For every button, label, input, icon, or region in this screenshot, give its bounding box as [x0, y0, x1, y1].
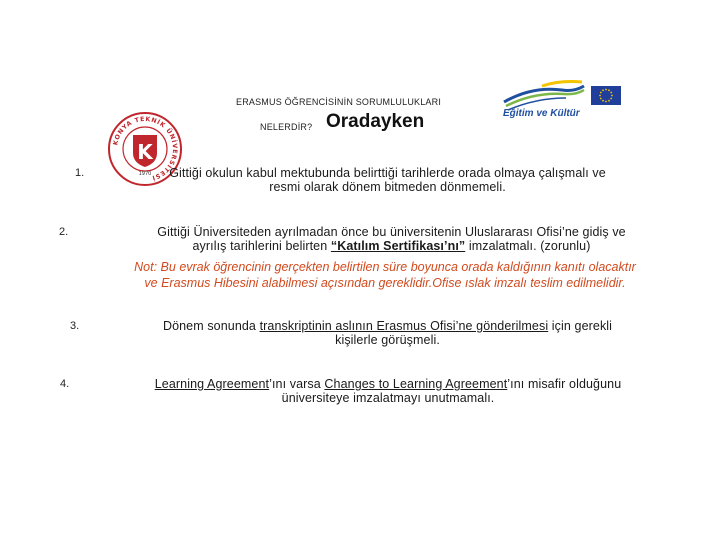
- header-emphasis: Oradayken: [326, 111, 425, 132]
- item-2-text: [85, 225, 698, 253]
- seal-monogram: K: [137, 140, 153, 164]
- item-3-number: 3.: [70, 320, 80, 332]
- changes-to-la-term: Changes to Learning Agreement: [324, 377, 508, 391]
- item-2-line-2-pre: ayrılış tarihlerini belirten: [192, 239, 331, 253]
- seal-year: 1970: [138, 171, 152, 177]
- item-3-line-2: kişilerle görüşmeli.: [335, 333, 440, 347]
- transcript-term: transkriptinin aslının Erasmus Ofisi’ne gönderilmesi: [259, 319, 549, 333]
- item-1-line-1: Gittiği okulun kabul mektubunda belirttiği tarihlerde orada olmaya çalışmalı ve: [169, 166, 606, 180]
- item-3-line-1: [100, 319, 675, 333]
- header-line-2: NELERDİR?: [260, 122, 313, 132]
- item-1-line-2: resmi olarak dönem bitmeden dönmemeli.: [269, 180, 506, 194]
- item-2-note-line-1: Not: Bu evrak öğrencinin gerçekten belirtilen süre boyunca orada kaldığının kanıtı olacaktır: [134, 260, 636, 274]
- item-1-text: [100, 166, 675, 194]
- item-2-line-2: [85, 239, 698, 253]
- participation-certificate-term: “Katılım Sertifikası’nı”: [330, 239, 466, 253]
- seal-ring-text: KONYA TEKNİK ÜNİVERSİTESİ: [112, 115, 179, 182]
- item-4-line-1-post: ’ını misafir olduğunu: [507, 377, 622, 391]
- item-4-line-1: [88, 377, 688, 391]
- item-2-note-line-2: ve Erasmus Hibesini alabilmesi açısından gereklidir.Ofise ıslak imzalı teslim edilmelidir.: [144, 276, 626, 290]
- item-2-number: 2.: [59, 226, 69, 238]
- item-4-line-1-mid: ’ını varsa: [269, 377, 325, 391]
- item-3-line-1-post: için gerekli: [548, 319, 613, 333]
- lll-caption: Eğitim ve Kültür: [503, 108, 580, 119]
- item-2-line-1: Gittiği Üniversiteden ayrılmadan önce bu üniversitenin Uluslararası Ofisi’ne gidiş ve: [157, 225, 626, 239]
- item-2-note: [75, 259, 695, 291]
- item-2-line-2-post: imzalatmalı. (zorunlu): [465, 239, 591, 253]
- item-3-text: [100, 319, 675, 347]
- item-4-number: 4.: [60, 378, 70, 390]
- learning-agreement-term: Learning Agreement: [154, 377, 270, 391]
- header-line-1: ERASMUS ÖĞRENCİSİNİN SORUMLULUKLARI: [236, 97, 442, 107]
- eu-flag-icon: [591, 86, 621, 105]
- item-4-text: [88, 377, 688, 405]
- item-1-number: 1.: [75, 167, 85, 179]
- item-4-line-2: üniversiteye imzalatmayı unutmamalı.: [281, 391, 495, 405]
- item-3-line-1-pre: Dönem sonunda: [162, 319, 260, 333]
